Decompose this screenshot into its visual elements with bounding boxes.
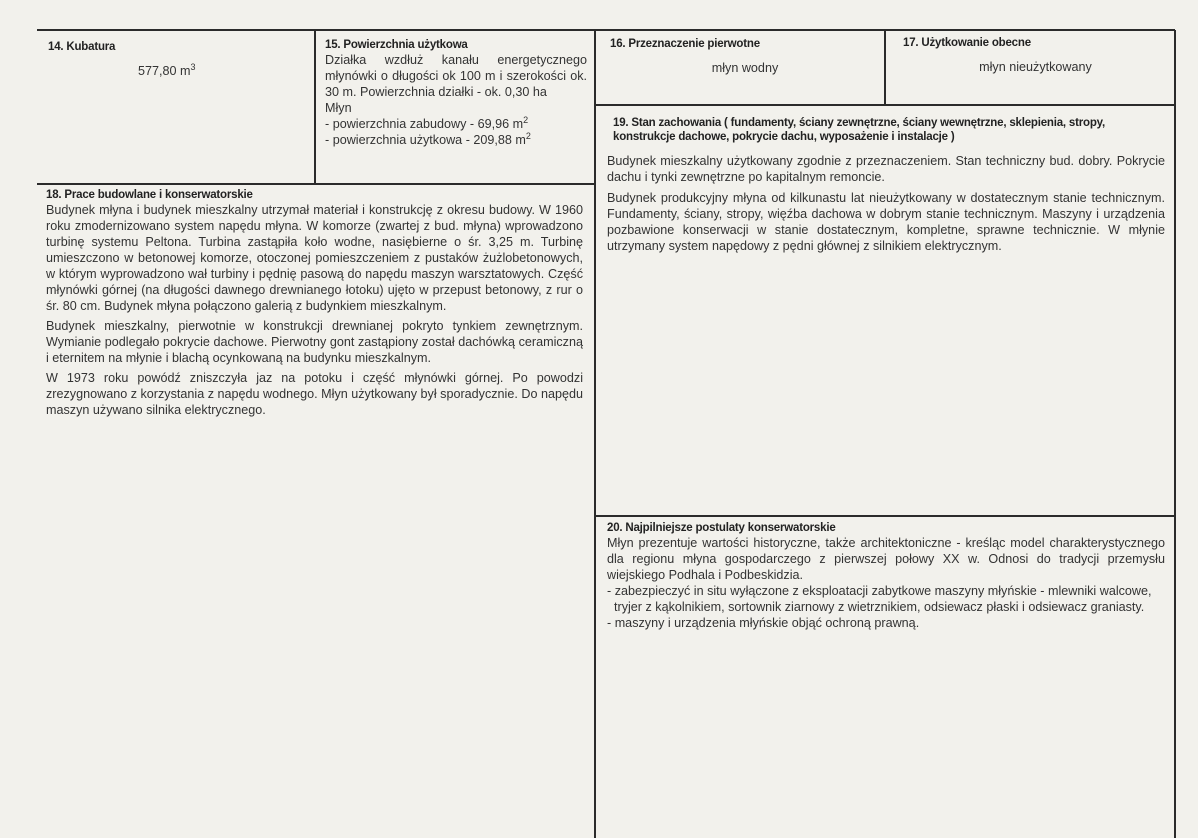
usable-area: - powierzchnia użytkowa - 209,88 m bbox=[325, 133, 526, 147]
condition-paragraph-2: Budynek produkcyjny młyna od kilkunastu lat nieużytkowany w dostatecznym stanie technicznym. Fundamenty, ściany, stropy, więźba dachowa w dobrym stanie technicznym. Maszyny i urządzenia pozbawione konserwacji w stanie dostatecznym, kompletne, sprawne technicznie. W młynie utrzymany system napędowy z pędni głównej z silnikiem elektrycznym. bbox=[607, 191, 1165, 253]
col-divider-16-17 bbox=[884, 30, 886, 105]
section-17-title: 17. Użytkowanie obecne bbox=[903, 37, 1031, 49]
postulate-item-2: - maszyny i urządzenia młyńskie objąć ochroną prawną. bbox=[607, 616, 920, 630]
section-17-current-use bbox=[903, 36, 1168, 75]
section20-top-border bbox=[595, 515, 1175, 517]
section-14-kubatura bbox=[48, 40, 310, 79]
built-area-row bbox=[325, 116, 587, 132]
section-20-title: 20. Najpilniejsze postulaty konserwatorskie bbox=[607, 522, 836, 534]
postulate-item-1: - zabezpieczyć in situ wyłączone z eksploatacji zabytkowe maszyny młyńskie - mlewniki walcowe, tryjer z kąkolnikiem, sortownik ziarnowy z wietrznikiem, odsiewacz płaski i odsiewacz graniasty. bbox=[607, 584, 1152, 614]
section-16-title: 16. Przeznaczenie pierwotne bbox=[610, 38, 760, 50]
section-18-title: 18. Prace budowlane i konserwatorskie bbox=[46, 189, 253, 201]
top-border bbox=[37, 29, 1175, 31]
condition-paragraph-1: Budynek mieszkalny użytkowany zgodnie z przeznaczeniem. Stan techniczny bud. dobry. Pokrycie dachu i tynki zewnętrzne po kapitalnym remoncie. bbox=[607, 154, 1165, 184]
section-16-original-purpose bbox=[610, 37, 880, 76]
works-paragraph-3: W 1973 roku powódź zniszczyła jaz na potoku i część młynówki górnej. Po powodzi zrezygnowano z korzystania z napędu wodnego. Młyn użytkowany był sporadycznie. Do napędu maszyn używano silnika elektrycznego. bbox=[46, 371, 583, 417]
section-15-usable-area bbox=[325, 38, 587, 148]
section-19-title: 19. Stan zachowania ( fundamenty, ściany zewnętrzne, ściany wewnętrzne, sklepienia, stropy, konstrukcje dachowe, pokrycie dachu, wyposażenie i instalacje ) bbox=[613, 117, 1106, 143]
volume-value: 577,80 m bbox=[138, 64, 191, 78]
section-18-construction-works bbox=[46, 188, 583, 418]
usable-area-sup: 2 bbox=[525, 130, 531, 141]
right-border bbox=[1174, 30, 1176, 838]
current-use-value: młyn nieużytkowany bbox=[979, 60, 1092, 74]
postulates-paragraph: Młyn prezentuje wartości historyczne, także architektoniczne - kreśląc model charakterystycznego dla regionu młyna gospodarczego z pierwszej połowy XX w. Odnosi do tradycji przemysłu wiejskiego Podhala i Podbeskidzia. bbox=[607, 536, 1165, 582]
mill-label: Młyn bbox=[325, 101, 352, 115]
works-paragraph-2: Budynek mieszkalny, pierwotnie w konstrukcji drewnianej pokryto tynkiem zewnętrznym. Wymianie podlegało pokrycie dachowe. Pierwotny gont zastąpiony został dachówką ceramiczną i eternitem na młynie i blachą ocynkowaną na budynku mieszkalnym. bbox=[46, 319, 583, 365]
volume-unit-sup: 3 bbox=[190, 61, 196, 72]
original-purpose-value: młyn wodny bbox=[711, 61, 779, 75]
usable-area-row bbox=[325, 132, 587, 148]
plot-description: Działka wzdłuż kanału energetycznego młynówki o długości ok 100 m i szerokości ok. 30 m. Powierzchnia działki - ok. 0,30 ha bbox=[325, 53, 587, 99]
col-divider-14-15 bbox=[314, 30, 316, 184]
section-14-value-row bbox=[48, 63, 310, 79]
section-19-condition bbox=[607, 116, 1165, 254]
section-15-title: 15. Powierzchnia użytkowa bbox=[325, 39, 468, 51]
works-paragraph-1: Budynek młyna i budynek mieszkalny utrzymał materiał i konstrukcję z okresu budowy. W 1960 roku zmodernizowano system napędu młyna. W komorze (zwartej z bud. młyna) wprowadzono turbinę systemu Peltona. Turbina zastąpiła koło wodne, nasiębierne o śr. 3,25 m. Turbinę umieszczono w betonowej komorze, otoczonej pomieszczeniem z pustaków żużlobetonowych, w którym wyprowadzono wał turbiny i pędnię pasową do napędu maszyn warsztatowych. Część młynówki górnej (na długości dawnego drewnianego łotoku) ujęto w przepust betonowy, z rur o śr. 80 cm. Budynek młyna połączono galerią z budynkiem mieszkalnym. bbox=[46, 203, 583, 313]
built-area: - powierzchnia zabudowy - 69,96 m bbox=[325, 117, 524, 131]
col-divider-main bbox=[594, 30, 596, 838]
built-area-sup: 2 bbox=[523, 114, 529, 125]
section-14-title: 14. Kubatura bbox=[48, 41, 116, 53]
row1-divider-left bbox=[37, 183, 595, 185]
section-20-conservation-postulates bbox=[607, 521, 1165, 631]
